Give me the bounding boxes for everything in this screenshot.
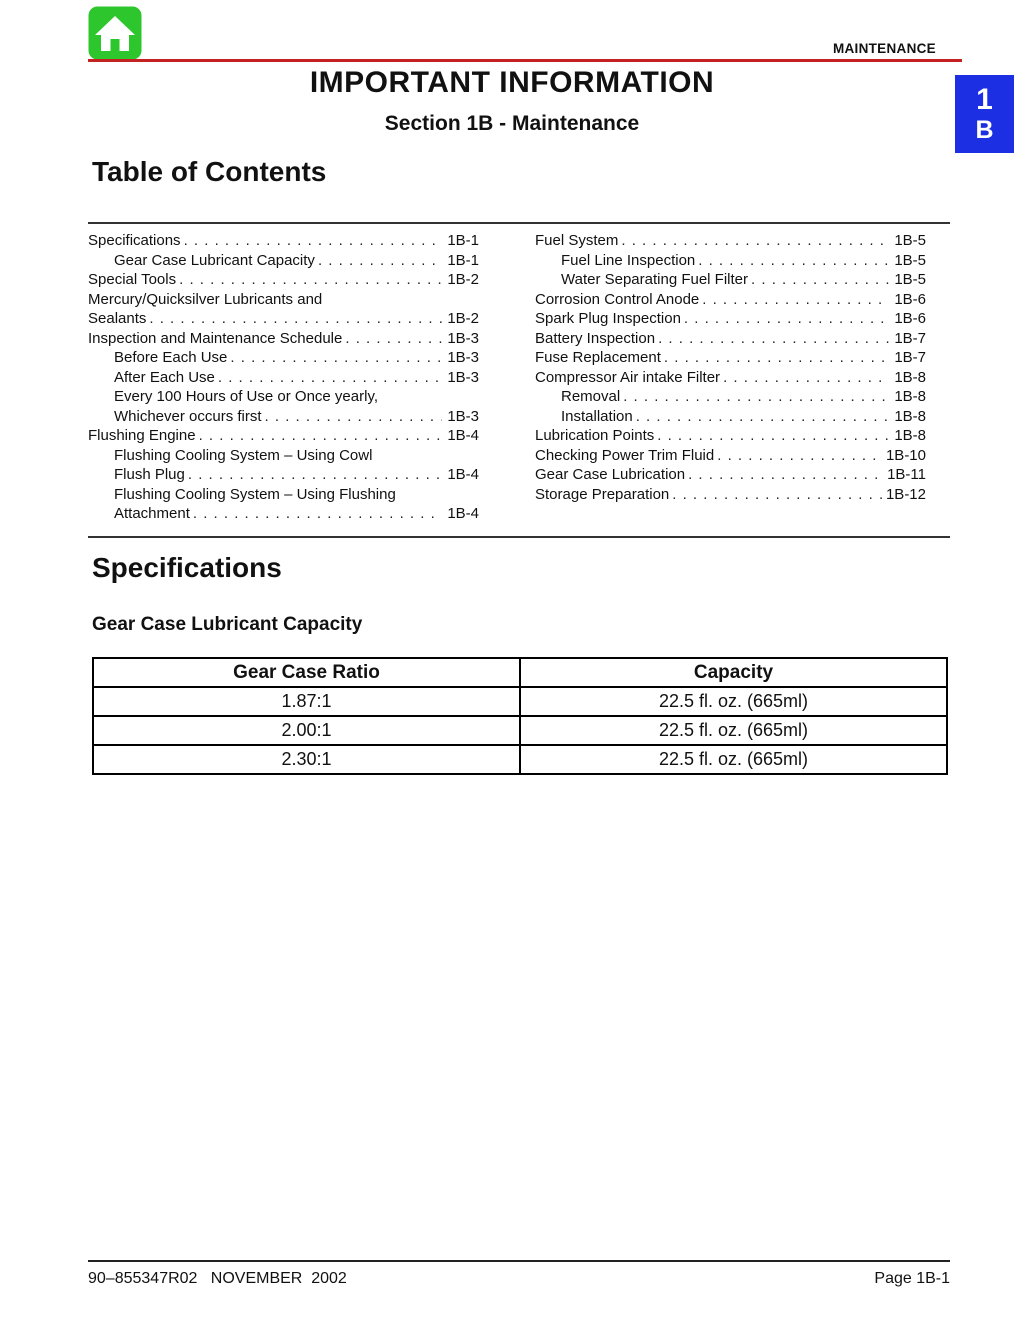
dot-leader bbox=[688, 465, 884, 485]
toc-entry-page: 1B-2 bbox=[447, 310, 479, 327]
toc-entry bbox=[535, 368, 926, 388]
table-cell: 2.00:1 bbox=[93, 716, 520, 745]
toc-entry-page: 1B-7 bbox=[894, 329, 926, 347]
toc-entry bbox=[88, 465, 479, 485]
toc-entry-title: Flushing Engine bbox=[88, 427, 196, 444]
toc-entry bbox=[535, 387, 926, 407]
footer-page-number: Page 1B-1 bbox=[874, 1270, 950, 1287]
table-of-contents bbox=[88, 222, 950, 538]
toc-entry-page: 1B-5 bbox=[894, 251, 926, 269]
toc-entry-title: After Each Use bbox=[114, 368, 215, 386]
dot-leader bbox=[188, 465, 442, 485]
footer-rule bbox=[88, 1260, 950, 1262]
dot-leader bbox=[345, 329, 442, 349]
toc-entry-page: 1B-1 bbox=[447, 251, 479, 269]
toc-entry bbox=[535, 251, 926, 271]
toc-entry-page: 1B-6 bbox=[894, 290, 926, 308]
toc-entry-title: Lubrication Points bbox=[535, 427, 655, 444]
table-cell: 22.5 fl. oz. (665ml) bbox=[520, 716, 947, 745]
section-tab bbox=[955, 75, 1014, 153]
toc-entry-page: 1B-4 bbox=[447, 466, 479, 483]
toc-entry bbox=[88, 251, 479, 271]
toc-entry-title: Flushing Cooling System – Using Cowl bbox=[114, 446, 373, 464]
gear-case-capacity-table bbox=[92, 657, 948, 775]
toc-entry-page: 1B-6 bbox=[894, 310, 926, 327]
dot-leader bbox=[193, 504, 442, 524]
toc-entry bbox=[88, 407, 479, 427]
home-icon[interactable] bbox=[88, 6, 142, 60]
toc-entry-title: Checking Power Trim Fluid bbox=[535, 446, 715, 464]
table-row bbox=[93, 687, 947, 716]
toc-entry-title: Mercury/Quicksilver Lubricants and bbox=[88, 290, 323, 308]
toc-entry-page: 1B-8 bbox=[894, 427, 926, 444]
toc-entry-title: Every 100 Hours of Use or Once yearly, bbox=[114, 388, 378, 405]
table-cell: 1.87:1 bbox=[93, 687, 520, 716]
dot-leader bbox=[218, 368, 442, 388]
toc-entry bbox=[88, 485, 479, 505]
toc-entry-page: 1B-11 bbox=[887, 466, 926, 483]
footer-doc-number: 90–855347R02 NOVEMBER 2002 bbox=[88, 1270, 347, 1287]
toc-entry-title: Gear Case Lubricant Capacity bbox=[114, 251, 315, 269]
toc-entry-title: Whichever occurs first bbox=[114, 407, 262, 425]
dot-leader bbox=[658, 329, 889, 349]
toc-entry-title: Special Tools bbox=[88, 271, 177, 288]
page-title: IMPORTANT INFORMATION bbox=[309, 66, 715, 99]
toc-entry-page: 1B-12 bbox=[885, 485, 926, 503]
toc-column-right bbox=[535, 231, 950, 524]
header-rule bbox=[88, 59, 962, 62]
toc-entry bbox=[88, 329, 479, 349]
toc-entry bbox=[535, 329, 926, 349]
toc-entry-page: 1B-3 bbox=[447, 349, 479, 366]
toc-entry-page: 1B-3 bbox=[447, 329, 479, 347]
specifications-heading: Specifications bbox=[92, 552, 282, 583]
toc-entry-page: 1B-8 bbox=[894, 368, 926, 386]
dot-leader bbox=[723, 368, 889, 388]
table-cell: 2.30:1 bbox=[93, 745, 520, 774]
toc-entry-page: 1B-8 bbox=[894, 407, 926, 425]
toc-entry bbox=[88, 348, 479, 368]
dot-leader bbox=[623, 387, 889, 407]
page-subtitle: Section 1B - Maintenance bbox=[384, 112, 640, 135]
toc-entry bbox=[535, 231, 926, 251]
dot-leader bbox=[318, 251, 442, 271]
toc-entry-title: Before Each Use bbox=[114, 349, 228, 366]
toc-entry bbox=[535, 407, 926, 427]
gear-case-capacity-subheading: Gear Case Lubricant Capacity bbox=[92, 614, 363, 635]
toc-entry-title: Removal bbox=[561, 388, 621, 405]
table-row bbox=[93, 716, 947, 745]
toc-entry-page: 1B-4 bbox=[447, 505, 479, 522]
toc-entry-title: Fuel Line Inspection bbox=[561, 251, 696, 269]
toc-entry bbox=[535, 270, 926, 290]
toc-entry-title: Specifications bbox=[88, 232, 181, 249]
toc-entry-title: Corrosion Control Anode bbox=[535, 290, 700, 308]
toc-entry bbox=[88, 231, 479, 251]
toc-entry-title: Sealants bbox=[88, 310, 147, 327]
toc-entry-title: Inspection and Maintenance Schedule bbox=[88, 329, 343, 347]
dot-leader bbox=[636, 407, 889, 427]
toc-entry bbox=[88, 446, 479, 466]
toc-heading: Table of Contents bbox=[92, 156, 327, 187]
section-tab-number: 1 bbox=[976, 83, 993, 117]
toc-entry bbox=[535, 465, 926, 485]
dot-leader bbox=[717, 446, 883, 466]
toc-entry bbox=[535, 309, 926, 329]
toc-entry-title: Fuse Replacement bbox=[535, 349, 661, 366]
dot-leader bbox=[657, 426, 889, 446]
toc-entry bbox=[88, 309, 479, 329]
dot-leader bbox=[149, 309, 442, 329]
table-row bbox=[93, 745, 947, 774]
toc-entry-page: 1B-10 bbox=[885, 446, 926, 464]
dot-leader bbox=[199, 426, 442, 446]
toc-entry-page: 1B-1 bbox=[447, 232, 479, 249]
toc-entry-title: Compressor Air intake Filter bbox=[535, 368, 721, 386]
dot-leader bbox=[265, 407, 442, 427]
toc-entry-title: Flush Plug bbox=[114, 466, 185, 483]
toc-entry bbox=[88, 504, 479, 524]
dot-leader bbox=[684, 309, 889, 329]
dot-leader bbox=[230, 348, 442, 368]
toc-entry-title: Gear Case Lubrication bbox=[535, 466, 686, 483]
toc-entry-title: Spark Plug Inspection bbox=[535, 310, 681, 327]
dot-leader bbox=[179, 270, 442, 290]
toc-entry bbox=[535, 426, 926, 446]
toc-entry bbox=[88, 290, 479, 310]
table-header-cell: Capacity bbox=[520, 658, 947, 687]
table-header-cell: Gear Case Ratio bbox=[93, 658, 520, 687]
toc-entry bbox=[88, 387, 479, 407]
toc-column-left bbox=[88, 231, 479, 524]
dot-leader bbox=[664, 348, 889, 368]
section-tab-letter: B bbox=[975, 115, 994, 144]
dot-leader bbox=[184, 231, 442, 251]
toc-entry-title: Attachment bbox=[114, 505, 190, 522]
running-header: MAINTENANCE bbox=[832, 41, 936, 56]
toc-entry-title: Installation bbox=[561, 407, 633, 425]
toc-entry-title: Flushing Cooling System – Using Flushing bbox=[114, 485, 396, 503]
dot-leader bbox=[672, 485, 883, 505]
toc-entry bbox=[535, 348, 926, 368]
table-header-row bbox=[93, 658, 947, 687]
toc-entry-page: 1B-7 bbox=[894, 349, 926, 366]
toc-entry bbox=[535, 446, 926, 466]
toc-entry-page: 1B-2 bbox=[447, 271, 479, 288]
toc-entry bbox=[535, 290, 926, 310]
toc-entry-page: 1B-3 bbox=[447, 368, 479, 386]
toc-entry-title: Water Separating Fuel Filter bbox=[561, 271, 749, 288]
page-footer bbox=[88, 1270, 950, 1288]
toc-entry-title: Storage Preparation bbox=[535, 485, 670, 503]
dot-leader bbox=[751, 270, 889, 290]
toc-entry bbox=[88, 270, 479, 290]
toc-entry-page: 1B-8 bbox=[894, 388, 926, 405]
toc-entry bbox=[88, 368, 479, 388]
toc-entry-title: Fuel System bbox=[535, 232, 619, 249]
table-cell: 22.5 fl. oz. (665ml) bbox=[520, 745, 947, 774]
toc-entry-title: Battery Inspection bbox=[535, 329, 656, 347]
dot-leader bbox=[621, 231, 889, 251]
table-cell: 22.5 fl. oz. (665ml) bbox=[520, 687, 947, 716]
home-icon-graphic bbox=[88, 6, 142, 60]
toc-entry bbox=[535, 485, 926, 505]
toc-entry-page: 1B-4 bbox=[447, 427, 479, 444]
toc-entry bbox=[88, 426, 479, 446]
toc-entry-page: 1B-5 bbox=[894, 232, 926, 249]
toc-entry-page: 1B-3 bbox=[447, 407, 479, 425]
dot-leader bbox=[702, 290, 889, 310]
toc-entry-page: 1B-5 bbox=[894, 271, 926, 288]
dot-leader bbox=[698, 251, 889, 271]
